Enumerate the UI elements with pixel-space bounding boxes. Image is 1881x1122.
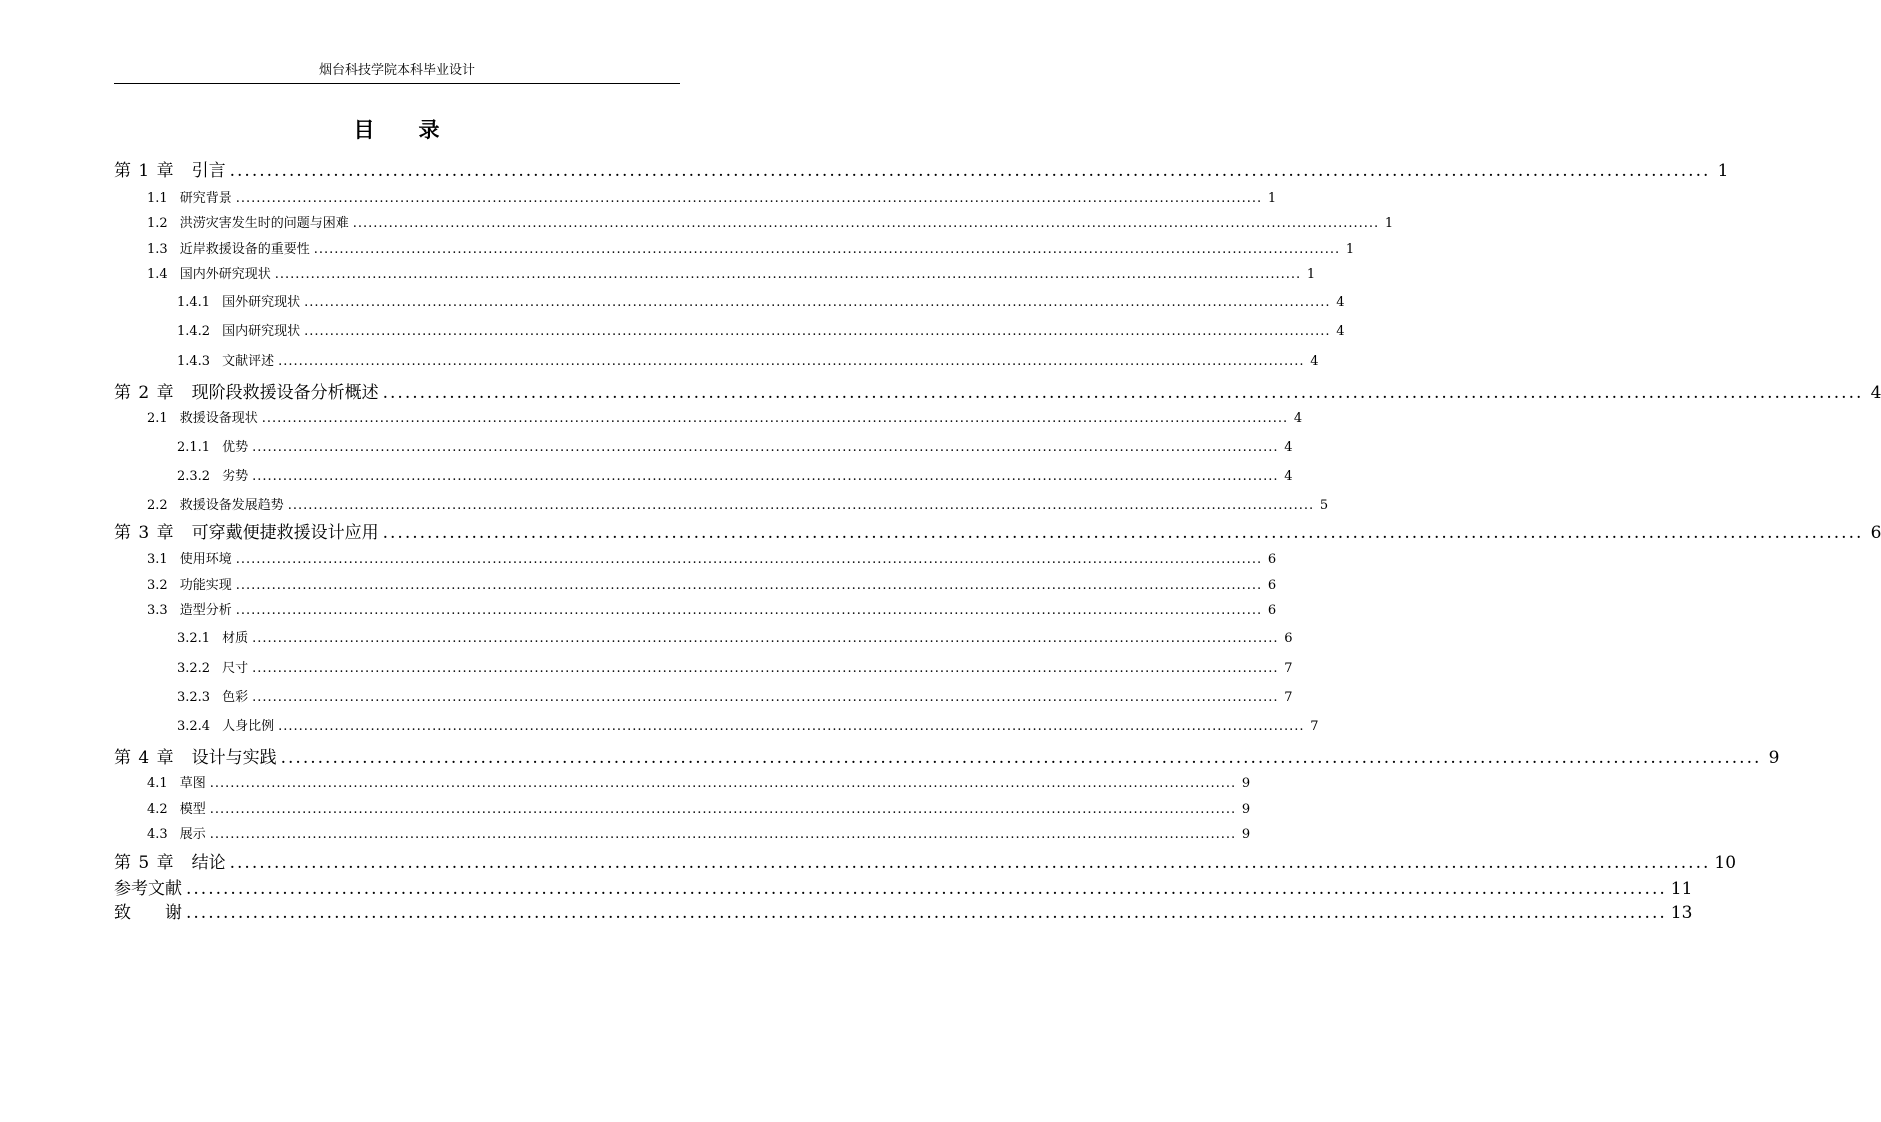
- toc-entry-number: 2.1.1: [177, 440, 211, 455]
- toc-entry-number: 1.4.3: [177, 354, 211, 369]
- toc-leader-dots: ........................................................................................................................................................................................................: [252, 690, 1279, 705]
- toc-leader-dots: ........................................................................................................................................................................................................: [252, 469, 1279, 484]
- toc-entry-1-4[interactable]: [147, 263, 1316, 282]
- toc-title: 目录: [353, 118, 484, 142]
- toc-entry-page: 10: [1714, 853, 1737, 873]
- toc-entry-number: 3.2.3: [177, 690, 211, 705]
- toc-entry-1-2[interactable]: [147, 212, 1394, 231]
- toc-entry-2-1-1[interactable]: [177, 436, 1293, 455]
- toc-entry-label: 国外研究现状: [222, 295, 301, 310]
- toc-entry-number: 4.2: [147, 802, 168, 817]
- toc-leader-dots: ........................................................................................................................................................................................................: [304, 295, 1331, 310]
- toc-entry-2-3-2[interactable]: [177, 465, 1293, 484]
- toc-entry-label: 使用环境: [179, 552, 232, 567]
- toc-entry-label: 功能实现: [179, 578, 232, 593]
- toc-entry-number: 第 2 章: [114, 383, 174, 403]
- toc-entry-page: 13: [1670, 903, 1693, 923]
- toc-leader-dots: ........................................................................................................................................................................................................: [278, 354, 1305, 369]
- toc-entry-page: 6: [1267, 578, 1277, 593]
- toc-entry-1-1[interactable]: [147, 187, 1277, 206]
- toc-entry-label: 引言: [191, 161, 226, 181]
- toc-entry-label: 材质: [222, 631, 249, 646]
- toc-entry-label: 造型分析: [179, 603, 232, 618]
- toc-entry-label: 可穿戴便捷救援设计应用: [191, 523, 379, 543]
- toc-entry-label: 草图: [179, 776, 206, 791]
- toc-entry-label: 国内外研究现状: [179, 267, 271, 282]
- page-header: 烟台科技学院本科毕业设计: [318, 63, 475, 78]
- toc-entry-number: 3.2.1: [177, 631, 211, 646]
- toc-entry-page: 4: [1336, 295, 1345, 310]
- toc-entry-2-1[interactable]: [147, 407, 1303, 426]
- toc-entry-page: 9: [1241, 827, 1251, 842]
- toc-leader-dots: ........................................................................................................................................................................................................: [209, 776, 1237, 791]
- toc-leader-dots: ........................................................................................................................................................................................................: [229, 161, 1711, 181]
- toc-entry-3-2-4[interactable]: [177, 715, 1319, 734]
- toc-entry-chapter-3[interactable]: [114, 518, 1881, 543]
- toc-entry-page: 1: [1345, 242, 1355, 257]
- toc-entry-number: 2.2: [147, 498, 168, 513]
- toc-entry-page: 1: [1384, 216, 1394, 231]
- toc-entry-number: 3.3: [147, 603, 168, 618]
- toc-entry-page: 1: [1306, 267, 1316, 282]
- toc-entry-label: 救援设备发展趋势: [179, 498, 284, 513]
- toc-leader-dots: ........................................................................................................................................................................................................: [229, 853, 1711, 873]
- toc-entry-number: 第 5 章: [114, 853, 174, 873]
- toc-entry-page: 6: [1267, 552, 1277, 567]
- toc-leader-dots: ........................................................................................................................................................................................................: [382, 383, 1864, 403]
- toc-entry-3-2-2[interactable]: [177, 657, 1293, 676]
- toc-entry-page: 5: [1319, 498, 1329, 513]
- toc-entry-page: 9: [1241, 802, 1251, 817]
- toc-entry-number: 4.3: [147, 827, 168, 842]
- toc-entry-2-2[interactable]: [147, 494, 1329, 513]
- toc-leader-dots: ........................................................................................................................................................................................................: [278, 719, 1305, 734]
- toc-entry-number: 1.4.2: [177, 324, 211, 339]
- toc-entry-1-4-2[interactable]: [177, 320, 1345, 339]
- toc-entry-number: 1.2: [147, 216, 168, 231]
- toc-leader-dots: ........................................................................................................................................................................................................: [252, 631, 1279, 646]
- toc-entry-page: 9: [1768, 748, 1780, 768]
- toc-entry-label: 色彩: [222, 690, 249, 705]
- toc-entry-label: 展示: [179, 827, 206, 842]
- toc-entry-page: 4: [1310, 354, 1319, 369]
- toc-entry-page: 6: [1870, 523, 1881, 543]
- toc-leader-dots: ........................................................................................................................................................................................................: [261, 411, 1289, 426]
- toc-entry-page: 1: [1717, 161, 1729, 181]
- toc-entry-page: 7: [1310, 719, 1319, 734]
- toc-leader-dots: ........................................................................................................................................................................................................: [209, 827, 1237, 842]
- toc-entry-1-4-3[interactable]: [177, 350, 1319, 369]
- toc-leader-dots: ........................................................................................................................................................................................................: [304, 324, 1331, 339]
- toc-entry-number: 4.1: [147, 776, 168, 791]
- toc-entry-1-3[interactable]: [147, 238, 1355, 257]
- toc-leader-dots: ........................................................................................................................................................................................................: [252, 661, 1279, 676]
- toc-entry-page: 7: [1284, 661, 1293, 676]
- toc-entry-chapter-1[interactable]: [114, 156, 1729, 181]
- toc-entry-number: 第 3 章: [114, 523, 174, 543]
- toc-entry-3-1[interactable]: [147, 548, 1277, 567]
- toc-entry-page: 1: [1267, 191, 1277, 206]
- toc-entry-number: 3.2.4: [177, 719, 211, 734]
- toc-entry-label: 近岸救援设备的重要性: [179, 242, 310, 257]
- toc-entry-3-3[interactable]: [147, 599, 1277, 618]
- toc-leader-dots: ........................................................................................................................................................................................................: [235, 603, 1263, 618]
- toc-leader-dots: ........................................................................................................................................................................................................: [235, 578, 1263, 593]
- toc-entry-number: 2.1: [147, 411, 168, 426]
- toc-leader-dots: ........................................................................................................................................................................................................: [274, 267, 1302, 282]
- toc-entry-chapter-5[interactable]: [114, 848, 1737, 873]
- toc-entry-4-1[interactable]: [147, 772, 1251, 791]
- toc-entry-label: 救援设备现状: [179, 411, 258, 426]
- toc-entry-label: 结论: [191, 853, 226, 873]
- toc-entry-label: 研究背景: [179, 191, 232, 206]
- toc-leader-dots: ........................................................................................................................................................................................................: [235, 191, 1263, 206]
- toc-entry-3-2-1[interactable]: [177, 627, 1293, 646]
- toc-entry-3-2[interactable]: [147, 574, 1277, 593]
- toc-entry-page: 6: [1284, 631, 1293, 646]
- toc-entry-label: 现阶段救援设备分析概述: [191, 383, 379, 403]
- toc-entry-number: 1.4.1: [177, 295, 211, 310]
- toc-entry-page: 6: [1267, 603, 1277, 618]
- toc-entry-label: 国内研究现状: [222, 324, 301, 339]
- toc-entry-label: 模型: [179, 802, 206, 817]
- toc-entry-number: 3.2.2: [177, 661, 211, 676]
- toc-entry-number: 1.1: [147, 191, 168, 206]
- toc-entry-page: 4: [1336, 324, 1345, 339]
- toc-leader-dots: ........................................................................................................................................................................................................: [209, 802, 1237, 817]
- toc-entry-4-2[interactable]: [147, 798, 1251, 817]
- toc-entry-number: 第 1 章: [114, 161, 174, 181]
- toc-entry-number: 3.1: [147, 552, 168, 567]
- toc-leader-dots: ........................................................................................................................................................................................................: [280, 748, 1762, 768]
- toc-leader-dots: ........................................................................................................................................................................................................: [252, 440, 1279, 455]
- toc-entry-number: 2.3.2: [177, 469, 211, 484]
- toc-entry-4-3[interactable]: [147, 823, 1251, 842]
- toc-entry-label: 优势: [222, 440, 249, 455]
- toc-entry-page: 4: [1284, 469, 1293, 484]
- toc-entry-acknowledgements[interactable]: [114, 898, 1693, 923]
- toc-entry-page: 4: [1293, 411, 1303, 426]
- toc-leader-dots: ........................................................................................................................................................................................................: [235, 552, 1263, 567]
- toc-entry-number: 1.3: [147, 242, 168, 257]
- toc-entry-label: 人身比例: [222, 719, 275, 734]
- toc-entry-1-4-1[interactable]: [177, 291, 1345, 310]
- toc-entry-number: 1.4: [147, 267, 168, 282]
- toc-entry-label: 洪涝灾害发生时的问题与困难: [179, 216, 349, 231]
- toc-entry-number: 第 4 章: [114, 748, 174, 768]
- toc-leader-dots: ........................................................................................................................................................................................................: [287, 498, 1315, 513]
- toc-entry-label: 参考文献: [114, 879, 182, 899]
- toc-entry-chapter-4[interactable]: [114, 743, 1780, 768]
- toc-entry-page: 9: [1241, 776, 1251, 791]
- toc-leader-dots: ........................................................................................................................................................................................................: [313, 242, 1341, 257]
- toc-leader-dots: ........................................................................................................................................................................................................: [382, 523, 1864, 543]
- toc-entry-label: 劣势: [222, 469, 249, 484]
- toc-entry-chapter-2[interactable]: [114, 378, 1881, 403]
- toc-entry-page: 4: [1284, 440, 1293, 455]
- toc-entry-number: 3.2: [147, 578, 168, 593]
- toc-entry-page: 7: [1284, 690, 1293, 705]
- toc-entry-label: 致 谢: [114, 903, 182, 923]
- toc-entry-page: 4: [1870, 383, 1881, 403]
- toc-entry-label: 尺寸: [222, 661, 249, 676]
- toc-leader-dots: ........................................................................................................................................................................................................: [186, 903, 1667, 923]
- toc-entry-label: 文献评述: [222, 354, 275, 369]
- toc-leader-dots: ........................................................................................................................................................................................................: [352, 216, 1380, 231]
- toc-entry-label: 设计与实践: [191, 748, 277, 768]
- toc-entry-3-2-3[interactable]: [177, 686, 1293, 705]
- toc-leader-dots: ........................................................................................................................................................................................................: [186, 879, 1667, 899]
- toc-entry-references[interactable]: [114, 874, 1693, 899]
- toc-entry-page: 11: [1670, 879, 1693, 899]
